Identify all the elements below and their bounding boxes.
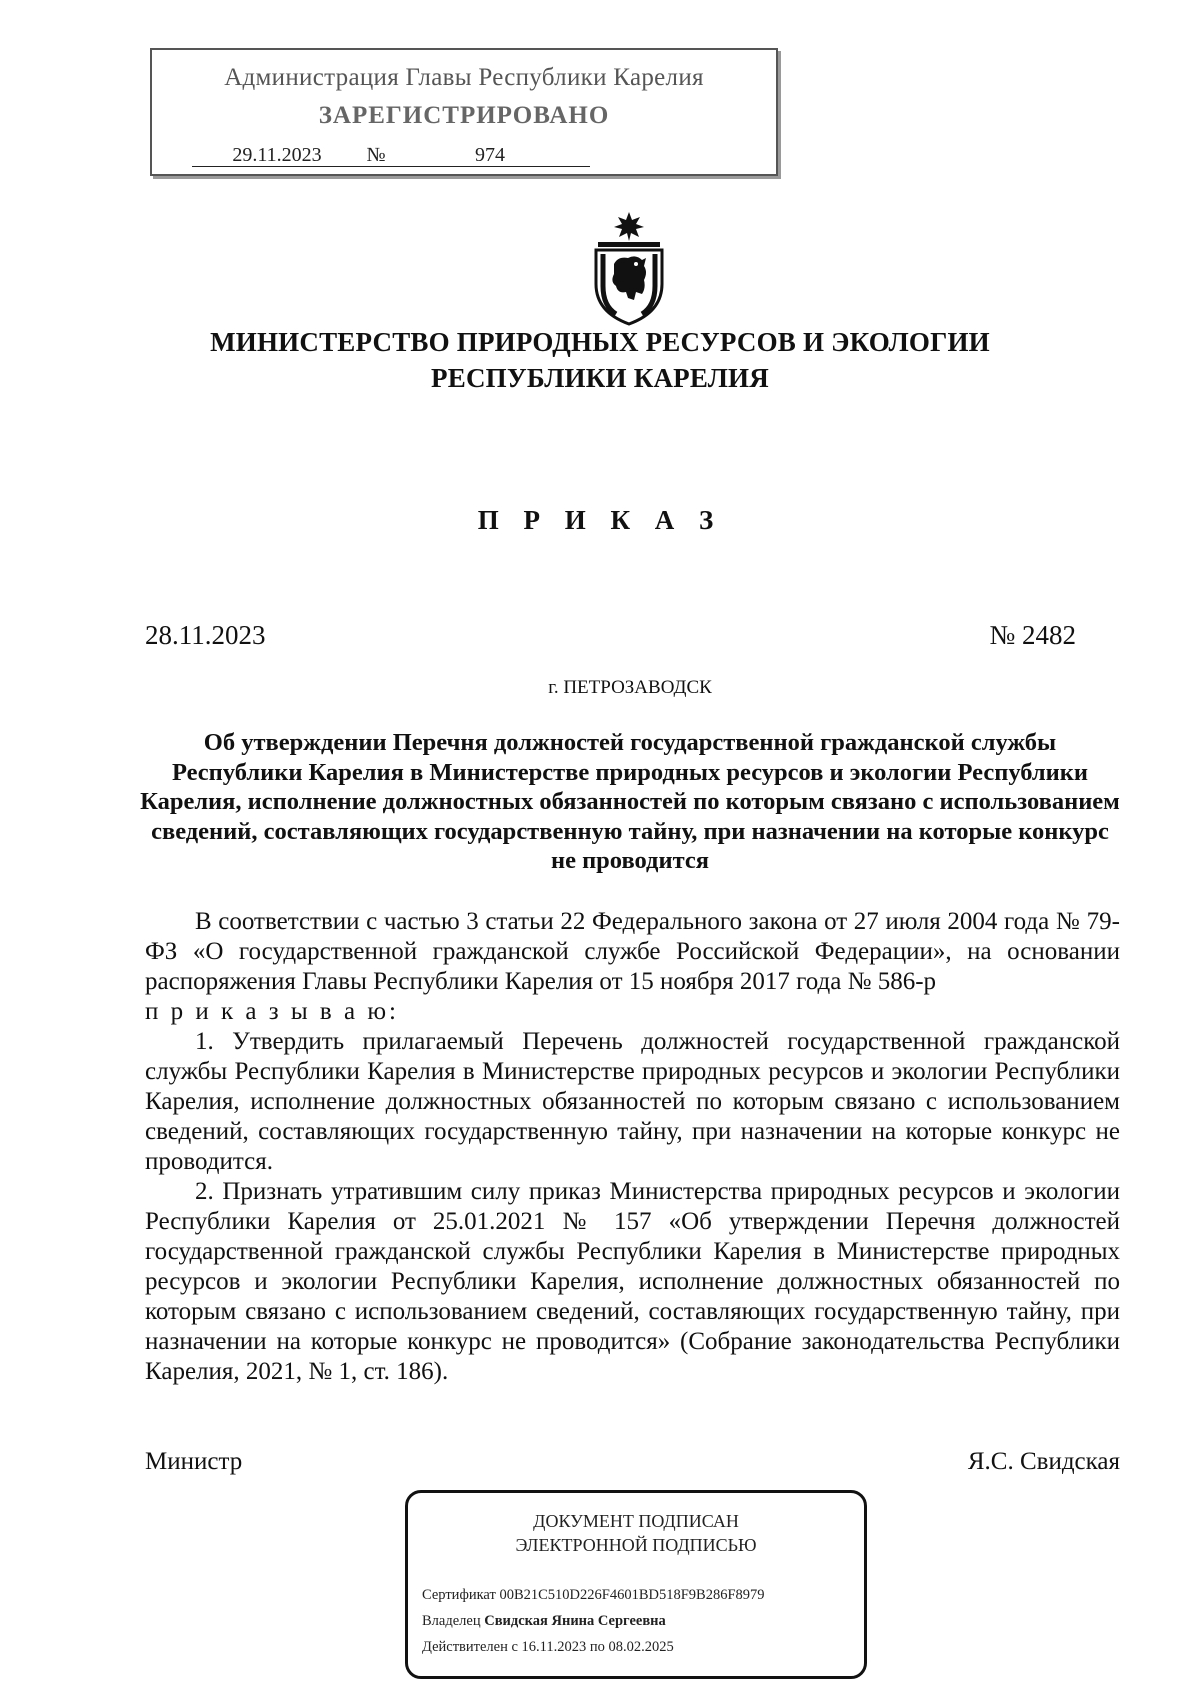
registration-details — [192, 144, 590, 167]
esign-cert-label: Сертификат — [422, 1587, 496, 1603]
signatory-title: Министр — [145, 1448, 243, 1475]
esign-cert-value: 00B21C510D226F4601BD518F9B286F8979 — [499, 1587, 765, 1603]
preamble-paragraph: В соответствии с частью 3 статьи 22 Федерального закона от 27 июля 2004 года № 79-ФЗ «О государственной гражданской службе Российской Федерации», на основании распоряжения Главы Республики Карелия от 15 ноября 2017 года № 586-р — [145, 908, 1120, 995]
esign-owner — [422, 1613, 666, 1630]
document-type: П Р И К А З — [477, 505, 723, 535]
esign-validity — [422, 1639, 674, 1656]
signatory-name: Я.С. Свидская — [967, 1448, 1120, 1475]
esign-valid-label: Действителен с — [422, 1639, 518, 1655]
registration-number-sign: № — [362, 144, 390, 167]
order-body — [145, 907, 1120, 1387]
order-word: п р и к а з ы в а ю: — [145, 998, 399, 1025]
registration-authority: Администрация Главы Республики Карелия — [224, 64, 704, 91]
city: г. ПЕТРОЗАВОДСК — [548, 677, 712, 698]
ministry-name-line2: РЕСПУБЛИКИ КАРЕЛИЯ — [431, 363, 769, 393]
order-subject: Об утверждении Перечня должностей государственной гражданской службы Республики Карелия в Министерстве природных ресурсов и экологии Республики Карелия, исполнение должностных обязанностей по которым связано с использованием сведений, составляющих государственную тайну, при назначении на которые конкурс не проводится — [140, 729, 1120, 874]
ministry-name-line1: МИНИСТЕРСТВО ПРИРОДНЫХ РЕСУРСОВ И ЭКОЛОГИИ — [210, 327, 990, 357]
electronic-signature-stamp — [405, 1490, 867, 1679]
esign-valid-to-label: по — [589, 1639, 605, 1655]
esign-header-line2: ЭЛЕКТРОННОЙ ПОДПИСЬЮ — [515, 1535, 757, 1555]
esign-owner-value: Свидская Янина Сергеевна — [484, 1613, 666, 1629]
order-number: № 2482 — [989, 620, 1076, 650]
esign-owner-label: Владелец — [422, 1613, 481, 1629]
esign-header-line1: ДОКУМЕНТ ПОДПИСАН — [533, 1511, 739, 1531]
registration-date: 29.11.2023 — [192, 144, 362, 167]
registration-status: ЗАРЕГИСТРИРОВАНО — [318, 102, 610, 129]
esign-certificate — [422, 1587, 765, 1604]
order-item-2: 2. Признать утратившим силу приказ Министерства природных ресурсов и экологии Республики Карелия от 25.01.2021 № 157 «Об утверждении Перечня должностей государственной гражданской службы Республики Карелия в Министерстве природных ресурсов и экологии Республики Карелия, исполнение должностных обязанностей по которым связано с использованием сведений, составляющих государственную тайну, при назначении на которые конкурс не проводится» (Собрание законодательства Республики Карелия, 2021, № 1, ст. 186). — [145, 1178, 1120, 1385]
esign-valid-from: 16.11.2023 — [521, 1639, 587, 1655]
order-date: 28.11.2023 — [145, 620, 266, 650]
karelia-coat-of-arms-icon — [586, 212, 672, 326]
registration-number: 974 — [390, 144, 590, 167]
registration-stamp — [150, 48, 778, 176]
esign-valid-to: 08.02.2025 — [608, 1639, 674, 1655]
order-item-1: 1. Утвердить прилагаемый Перечень должностей государственной гражданской службы Республики Карелия в Министерстве природных ресурсов и экологии Республики Карелия, исполнение должностных обязанностей по которым связано с использованием сведений, составляющих государственную тайну, при назначении на которые конкурс не проводится. — [145, 1028, 1120, 1175]
